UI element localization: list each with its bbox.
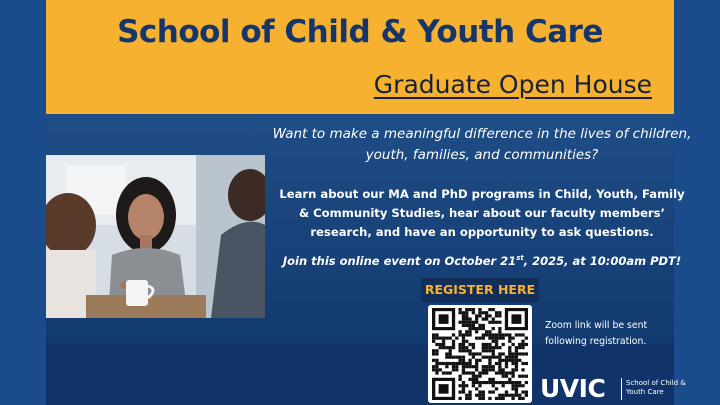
qr-code-graphic	[432, 308, 528, 400]
event-date	[262, 250, 702, 269]
event-date-rest: , 2025, at 10:00am PDT!	[523, 253, 682, 268]
logo-wordmark: UVIC	[540, 374, 606, 403]
logo-divider	[621, 378, 622, 400]
intro-question: Want to make a meaningful difference in the lives of children, youth, families, and communities?	[272, 126, 692, 163]
event-date-ordinal: st	[516, 254, 524, 262]
header-banner	[46, 0, 674, 114]
logo-tagline: School of Child & Youth Care	[626, 379, 686, 396]
page-subtitle: Graduate Open House	[373, 70, 652, 99]
event-date-text: Join this online event on October 21	[282, 253, 517, 268]
student-photo	[46, 155, 265, 318]
qr-code-icon[interactable]	[428, 305, 532, 403]
left-margin	[0, 0, 46, 405]
zoom-note: Zoom link will be sent following registration.	[545, 320, 648, 347]
program-description: Learn about our MA and PhD programs in Child, Youth, Family & Community Studies, hear about our faculty members’ research, and have an opportunity to ask questions.	[279, 187, 685, 239]
page-title: School of Child & Youth Care	[117, 14, 603, 50]
register-button[interactable]: REGISTER HERE	[421, 278, 539, 302]
